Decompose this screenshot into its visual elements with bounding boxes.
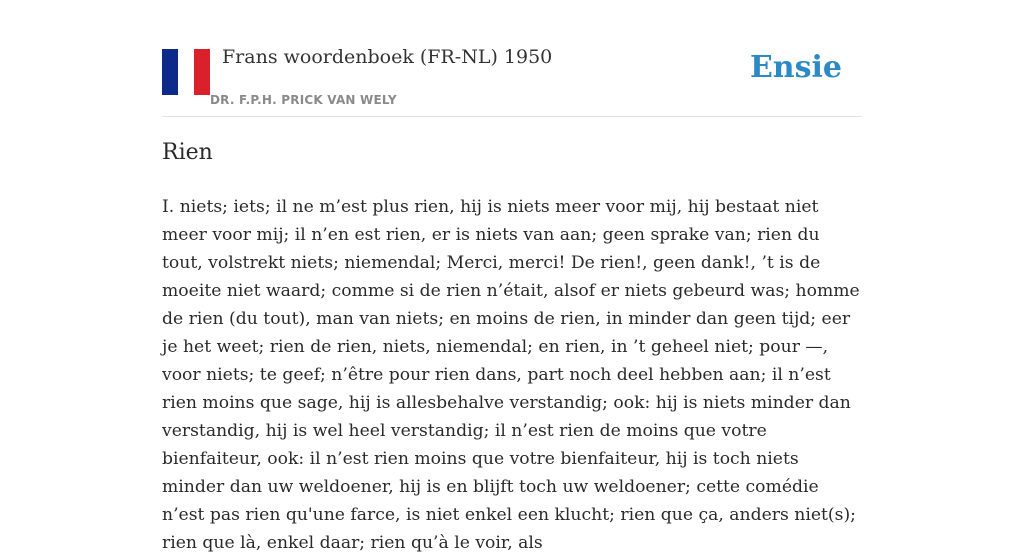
brand-logo[interactable]: Ensie — [749, 50, 842, 85]
entry-title: Rien — [162, 140, 213, 165]
french-flag-icon — [162, 49, 210, 95]
dictionary-author: DR. F.P.H. PRICK VAN WELY — [210, 93, 397, 107]
dictionary-header — [162, 40, 862, 117]
dictionary-title[interactable]: Frans woordenboek (FR-NL) 1950 — [222, 46, 553, 68]
entry-definition: I. niets; iets; il ne m’est plus rien, hij is niets meer voor mij, hij bestaat niet meer voor mij; il n’en est rien, er is niets van aan; geen sprake van; rien du tout, volstrekt niets; niemendal; Merci, merci! De rien!, geen dank!, ’t is de moeite niet waard; comme si de rien n’était, alsof er niets gebeurd was; homme de rien (du tout), man van niets; en moins de rien, in minder dan geen tijd; eer je het weet; rien de rien, niets, niemendal; en rien, in ’t geheel niet; pour —, voor niets; te geef; n’être pour rien dans, part noch deel hebben aan; il n’est rien moins que sage, hij is allesbehalve verstandig; ook: hij is niets minder dan verstandig, hij is wel heel verstandig; il n’est rien de moins que votre bienfaiteur, ook: il n’est rien moins que votre bienfaiteur, hij is toch niets minder dan uw weldoener, hij is en blijft toch uw weldoener; cette comédie n’est pas rien qu'une farce, is niet enkel een klucht; rien que ça, anders niet(s); rien que là, enkel daar; rien qu’à le voir, als — [162, 197, 860, 553]
